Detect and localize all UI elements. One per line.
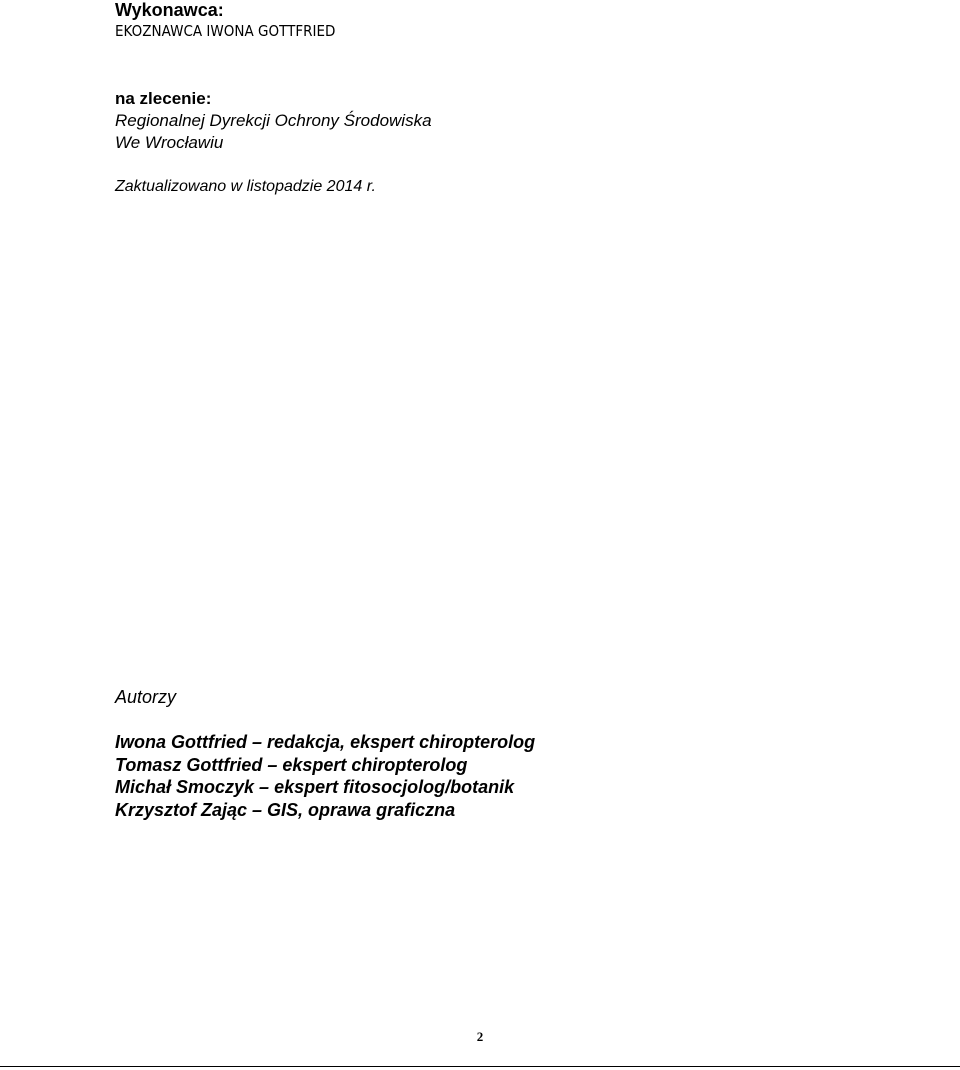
commission-line-1: Regionalnej Dyrekcji Ochrony Środowiska	[115, 111, 432, 130]
author-item: Michał Smoczyk – ekspert fitosocjolog/botanik	[115, 777, 515, 797]
contractor-name: EKOZNAWCA IWONA GOTTFRIED	[115, 22, 336, 40]
authors-heading: Autorzy	[115, 687, 177, 707]
commission-heading: na zlecenie:	[115, 89, 212, 108]
author-item: Iwona Gottfried – redakcja, ekspert chiropterolog	[115, 732, 536, 752]
author-item: Tomasz Gottfried – ekspert chiropterolog	[115, 754, 468, 775]
commission-line-2: We Wrocławiu	[115, 133, 224, 152]
update-date: Zaktualizowano w listopadzie 2014 r.	[115, 178, 376, 195]
footer-divider	[0, 1066, 960, 1067]
page-number: 2	[476, 1029, 484, 1044]
authors-list	[115, 731, 535, 821]
author-item: Krzysztof Zając – GIS, oprawa graficzna	[115, 799, 456, 820]
contractor-heading: Wykonawca:	[115, 0, 224, 20]
